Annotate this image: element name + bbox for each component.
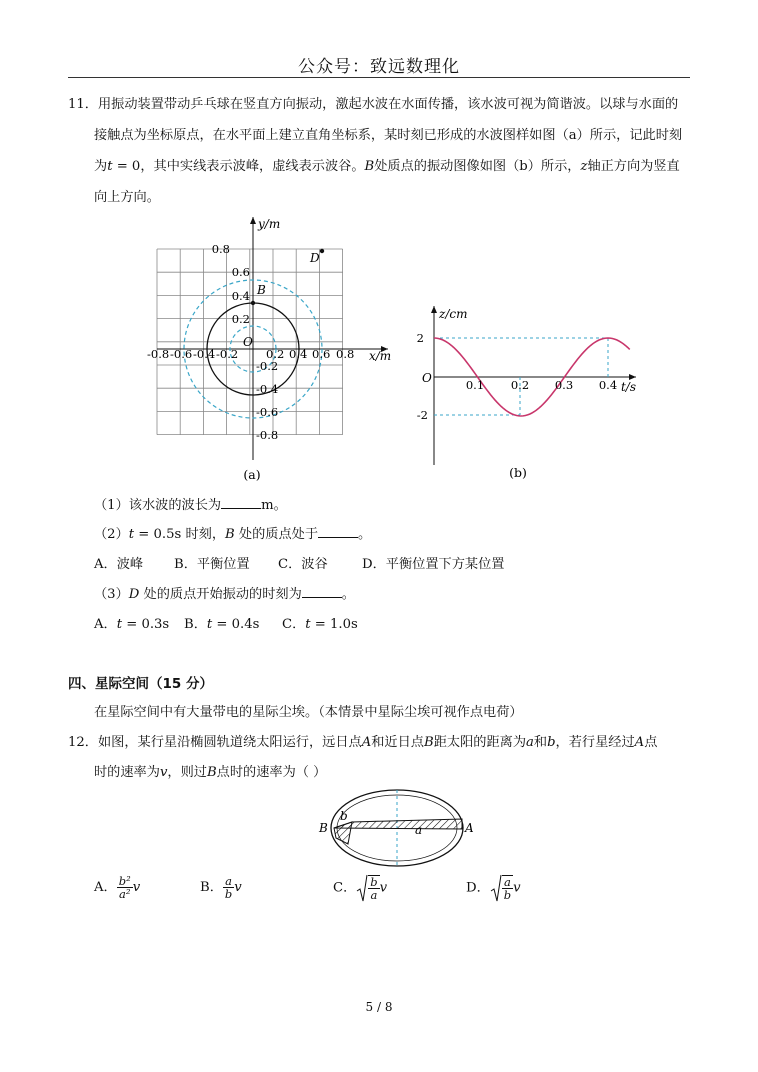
q11-text-1: 用振动装置带动乒乓球在竖直方向振动，激起水波在水面传播，该水波可视为简谐波。以球与水面的 bbox=[97, 97, 679, 112]
q11-sub3-opt-b-label: B． bbox=[184, 617, 207, 632]
q11-sub3-opt-b-t: t bbox=[206, 617, 213, 632]
y-tick-0.4: 0.4 bbox=[231, 289, 250, 303]
section-4-intro: 在星际空间中有大量带电的星际尘埃。（本情景中星际尘埃可视作点电荷） bbox=[94, 705, 523, 720]
q11-line4: 向上方向。 bbox=[94, 190, 160, 205]
q11-l3-t: t bbox=[107, 159, 113, 174]
q11-sub2-end: 。 bbox=[358, 527, 372, 542]
q11-sub3-opt-c-val: = 1.0s bbox=[310, 617, 358, 632]
x-tick-0.4: 0.4 bbox=[289, 347, 308, 361]
q11-sub2-pre: （2） bbox=[94, 527, 129, 542]
q11-sub3-opt-a-label: A． bbox=[94, 617, 117, 632]
section-4-title: 四、星际空间（15 分） bbox=[68, 676, 213, 692]
q11-sub3-option-b[interactable] bbox=[184, 615, 259, 635]
q12-l1-A: A bbox=[361, 735, 372, 750]
q12-l1-e: ，若行星经过 bbox=[555, 735, 635, 750]
q11-sub3-opt-c-t: t bbox=[305, 617, 311, 632]
q12-l2-v: v bbox=[159, 765, 168, 780]
q12-l1-f: 点 bbox=[644, 735, 658, 750]
q11-sub2-option-c[interactable]: C．波谷 bbox=[278, 557, 328, 572]
q12-opt-d-frac bbox=[502, 875, 513, 901]
q12-l1-b: 和近日点 bbox=[371, 735, 424, 750]
q11-sub3-opt-c-label: C． bbox=[282, 617, 306, 632]
figure-b-t-label: t/s bbox=[620, 380, 636, 394]
q12-opt-c-radical-icon bbox=[356, 873, 368, 903]
q12-l1-avar: a bbox=[526, 735, 534, 750]
point-B-dot bbox=[251, 301, 255, 305]
t-tick-0.3: 0.3 bbox=[554, 378, 574, 392]
page-header-title: 公众号：致远数理化 bbox=[298, 57, 460, 77]
x-tick-0.2: 0.2 bbox=[266, 347, 285, 361]
q11-sub3-option-a[interactable] bbox=[94, 615, 169, 635]
q12-l2-c: 点时的速率为（ ） bbox=[216, 765, 327, 780]
y-tick-neg0.2: -0.2 bbox=[256, 359, 279, 373]
z-tick-neg2: -2 bbox=[416, 408, 428, 422]
orbit-figure bbox=[312, 786, 482, 870]
q12-l2-b: ，则过 bbox=[167, 765, 207, 780]
q12-line2 bbox=[94, 763, 326, 783]
q11-sub3-opt-a-val: = 0.3s bbox=[122, 617, 170, 632]
q11-line1 bbox=[68, 95, 678, 115]
t-tick-0.2: 0.2 bbox=[510, 378, 530, 392]
orbit-label-A: A bbox=[465, 821, 474, 835]
q11-sub2-option-d[interactable]: D．平衡位置下方某位置 bbox=[362, 557, 505, 572]
q12-opt-c-v: v bbox=[379, 880, 388, 896]
q12-opt-a-label: A． bbox=[94, 880, 117, 895]
figure-a-y-label: y/m bbox=[258, 217, 281, 231]
figure-a-x-label: x/m bbox=[369, 349, 392, 363]
orbit-label-a: a bbox=[415, 823, 423, 837]
q12-option-d[interactable] bbox=[466, 873, 521, 904]
header-rule bbox=[68, 77, 690, 78]
x-tick-neg0.8: -0.8 bbox=[147, 347, 170, 361]
q12-opt-c-den: a bbox=[370, 888, 378, 902]
q12-opt-a-frac bbox=[117, 875, 133, 900]
figure-b-z-label: z/cm bbox=[439, 307, 468, 321]
q11-sub3-opt-a-t: t bbox=[116, 617, 123, 632]
q11-sub3-pre: （3） bbox=[94, 587, 129, 602]
x-tick-0.8: 0.8 bbox=[336, 347, 355, 361]
figure-b-caption: (b) bbox=[509, 465, 527, 480]
point-D-label: D bbox=[310, 251, 320, 265]
q11-sub3-post: 处的质点开始振动的时刻为 bbox=[139, 587, 302, 602]
q12-option-a[interactable] bbox=[94, 873, 140, 903]
point-D-dot bbox=[320, 249, 324, 253]
y-tick-neg0.4: -0.4 bbox=[256, 382, 279, 396]
q12-opt-d-label: D． bbox=[466, 880, 490, 896]
y-tick-0.8: 0.8 bbox=[211, 242, 230, 256]
figure-a bbox=[140, 212, 400, 482]
q12-number: 12． bbox=[68, 735, 98, 750]
q11-sub3-option-c[interactable] bbox=[282, 615, 358, 635]
x-tick-neg0.4: -0.4 bbox=[193, 347, 216, 361]
q11-l3-z: z bbox=[580, 159, 588, 174]
q11-sub3-end: 。 bbox=[341, 587, 355, 602]
t-tick-0.4: 0.4 bbox=[598, 378, 618, 392]
swept-area-B bbox=[334, 822, 352, 844]
q11-sub3-blank[interactable] bbox=[302, 585, 342, 598]
q11-sub2 bbox=[94, 525, 371, 545]
q11-number: 11． bbox=[68, 97, 98, 112]
q11-sub2-option-b[interactable]: B．平衡位置 bbox=[174, 557, 250, 572]
figure-a-origin: O bbox=[243, 335, 253, 349]
q12-opt-b-num: a bbox=[223, 875, 234, 888]
q12-l1-d: 和 bbox=[533, 735, 548, 750]
q11-sub3 bbox=[94, 585, 355, 605]
q11-l3-pre: 为 bbox=[94, 159, 108, 174]
q12-option-c[interactable] bbox=[333, 873, 387, 904]
page-number: 5 / 8 bbox=[365, 1000, 393, 1014]
q12-opt-b-den: b bbox=[224, 887, 233, 901]
q12-option-b[interactable] bbox=[200, 873, 242, 903]
q11-sub2-blank[interactable] bbox=[318, 525, 358, 538]
q12-opt-d-radical-icon bbox=[490, 873, 502, 903]
figure-a-y-arrow bbox=[250, 217, 256, 224]
q11-l3-eq: = 0 bbox=[112, 159, 141, 174]
q11-l3-post2: 处质点的振动图像如图（b）所示， bbox=[374, 159, 581, 174]
t-tick-0.1: 0.1 bbox=[465, 378, 485, 392]
orbit-label-b: b bbox=[340, 809, 348, 823]
y-tick-0.2: 0.2 bbox=[231, 312, 250, 326]
q11-l3-post: ，其中实线表示波峰，虚线表示波谷。 bbox=[140, 159, 365, 174]
q11-sub2-post: 处的质点处于 bbox=[234, 527, 319, 542]
q12-opt-c-label: C． bbox=[333, 880, 357, 896]
q11-sub3-opt-b-val: = 0.4s bbox=[212, 617, 260, 632]
q12-line1 bbox=[68, 733, 657, 753]
q11-sub1-unit: m。 bbox=[261, 498, 287, 513]
q11-sub2-option-a[interactable]: A．波峰 bbox=[94, 557, 144, 572]
point-B-label: B bbox=[257, 283, 266, 297]
q11-sub1-blank[interactable] bbox=[221, 496, 261, 509]
q12-opt-b-label: B． bbox=[200, 880, 223, 895]
x-tick-neg0.2: -0.2 bbox=[216, 347, 239, 361]
q11-sub1-text: （1）该水波的波长为 bbox=[94, 498, 222, 513]
q11-line3 bbox=[94, 157, 680, 177]
orbit-label-B: B bbox=[319, 821, 328, 835]
q12-opt-a-den: a² bbox=[118, 887, 131, 901]
q11-sub2-B: B bbox=[225, 527, 235, 542]
q12-opt-a-v: v bbox=[132, 880, 141, 895]
swept-area-A bbox=[334, 819, 462, 829]
q11-l3-B: B bbox=[364, 159, 375, 174]
figure-b bbox=[410, 300, 650, 482]
figure-b-z-arrow bbox=[431, 306, 437, 313]
q11-line2: 接触点为坐标原点，在水平面上建立直角坐标系，某时刻已形成的水波图样如图（a）所示，记此时刻 bbox=[94, 128, 683, 143]
q12-opt-d-num: a bbox=[502, 876, 513, 889]
q12-l1-bvar: b bbox=[547, 735, 556, 750]
y-tick-neg0.6: -0.6 bbox=[256, 405, 279, 419]
figure-b-origin: O bbox=[422, 371, 432, 385]
q11-l3-post3: 轴正方向为竖直 bbox=[587, 159, 680, 174]
q12-opt-a-num: b² bbox=[118, 874, 131, 888]
q12-l2-B: B bbox=[206, 765, 217, 780]
figure-a-caption: (a) bbox=[243, 467, 261, 482]
q12-opt-d-den: b bbox=[503, 888, 512, 902]
z-tick-2: 2 bbox=[416, 331, 424, 345]
y-tick-0.6: 0.6 bbox=[231, 265, 250, 279]
q12-l1-c: 距太阳的距离为 bbox=[433, 735, 527, 750]
q12-opt-b-v: v bbox=[234, 880, 242, 895]
x-tick-neg0.6: -0.6 bbox=[170, 347, 193, 361]
y-tick-neg0.8: -0.8 bbox=[256, 428, 279, 442]
q12-opt-c-frac bbox=[368, 875, 379, 901]
q12-opt-d-v: v bbox=[513, 880, 521, 896]
q11-sub3-D: D bbox=[128, 587, 140, 602]
q12-l2-a: 时的速率为 bbox=[94, 765, 160, 780]
x-tick-0.6: 0.6 bbox=[312, 347, 331, 361]
q12-l1-a: 如图，某行星沿椭圆轨道绕太阳运行，远日点 bbox=[97, 735, 362, 750]
q11-sub2-t: t bbox=[128, 527, 135, 542]
q12-opt-c-num: b bbox=[370, 875, 378, 889]
q11-sub1 bbox=[94, 496, 287, 516]
q11-sub2-mid: = 0.5s 时刻， bbox=[134, 527, 226, 542]
q12-opt-b-frac bbox=[223, 875, 234, 900]
q12-l1-B: B bbox=[424, 735, 434, 750]
q12-l1-A2: A bbox=[634, 735, 645, 750]
